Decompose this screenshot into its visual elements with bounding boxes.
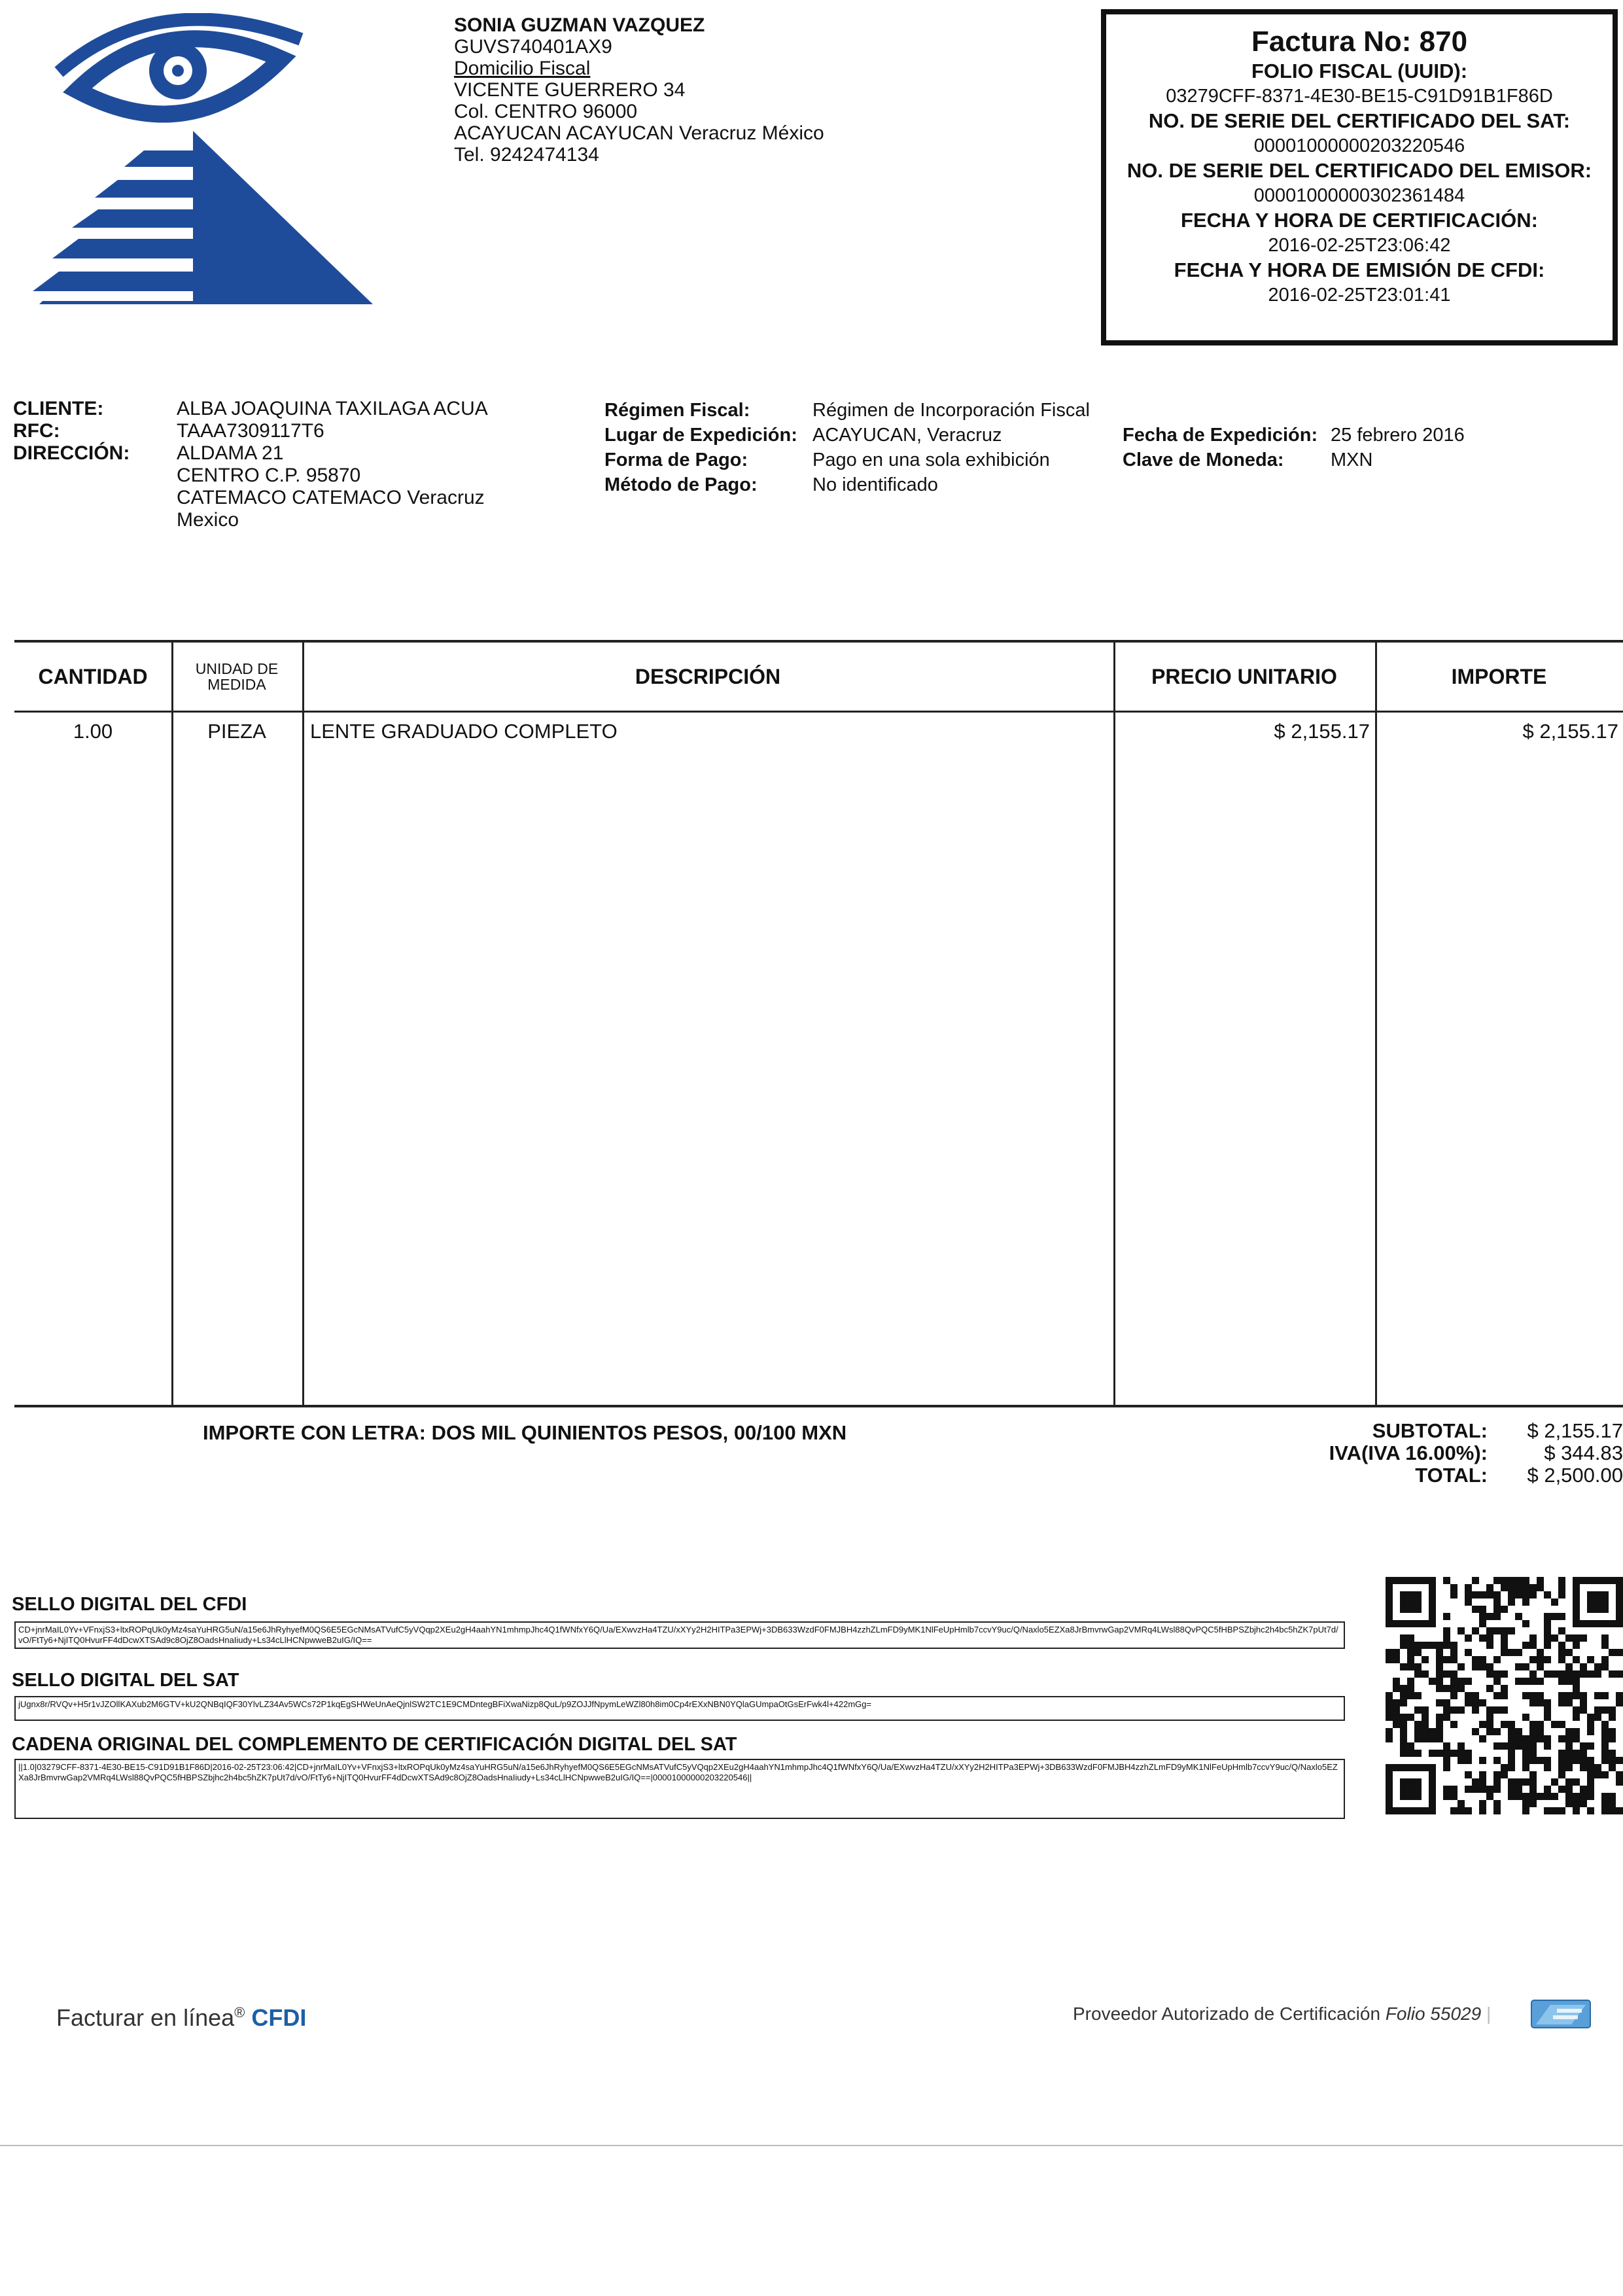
- items-table: [14, 640, 1623, 1407]
- fecha-value: 25 febrero 2016: [1331, 425, 1465, 446]
- lugar-label: Lugar de Expedición:: [604, 425, 797, 446]
- client-block: [13, 398, 576, 542]
- col-divider: [1375, 643, 1377, 1405]
- company-logo: [26, 13, 393, 321]
- cliente-label: CLIENTE:: [13, 398, 104, 419]
- emisor-cert-label: NO. DE SERIE DEL CERTIFICADO DEL EMISOR:: [1126, 159, 1592, 182]
- invoice-title: Factura No: 870: [1251, 26, 1468, 58]
- provider-folio: Folio 55029: [1385, 2004, 1482, 2024]
- client-name: ALBA JOAQUINA TAXILAGA ACUA: [177, 398, 488, 419]
- header-cantidad: CANTIDAD: [38, 664, 148, 688]
- emision-value: 2016-02-25T23:01:41: [1268, 285, 1451, 306]
- emisor-cert-value: 00001000000302361484: [1253, 185, 1465, 206]
- sat-cert-value: 00001000000203220546: [1253, 135, 1465, 156]
- meta-values-right: [1331, 423, 1465, 472]
- cell-importe: $ 2,155.17: [1522, 720, 1618, 743]
- rfc-label: RFC:: [13, 420, 60, 442]
- issuer-rfc: GUVS740401AX9: [454, 36, 612, 58]
- footer-brand-text: Facturar en línea: [56, 2004, 235, 2031]
- footer-provider: [1073, 2004, 1491, 2024]
- regimen-value: Régimen de Incorporación Fiscal: [812, 400, 1090, 421]
- col-divider: [1113, 643, 1115, 1405]
- cert-date-value: 2016-02-25T23:06:42: [1268, 235, 1451, 256]
- footer-divider: |: [1486, 2004, 1492, 2024]
- emision-label: FECHA Y HORA DE EMISIÓN DE CFDI:: [1174, 258, 1545, 281]
- header-descripcion: DESCRIPCIÓN: [635, 664, 781, 688]
- regimen-label: Régimen Fiscal:: [604, 400, 750, 421]
- direccion-label: DIRECCIÓN:: [13, 442, 130, 464]
- header-precio: PRECIO UNITARIO: [1151, 664, 1337, 688]
- uuid-label: FOLIO FISCAL (UUID):: [1251, 60, 1468, 82]
- cadena-box: ||1.0|03279CFF-8371-4E30-BE15-C91D91B1F86D|2016-02-25T23:06:42|CD+jnrMaIL0Yv+VFnxjS3+ltxROPqUk0yMz4saYuHRG5uN/a15e6JhRyhyefM0QS6E5EGcNMsATVufC5yVQqp2XEu2gH4aahYN1mhmpJhc4Q1fWNfxY6Q/Ua/EXwvzHa4TZU/xXYy2H2HITPa3EPWj+3DB633WzdF0FMJBH4zzhZLmFD9yMK1NlFeUpHmlb7ccvY9uc/Q/Naxlo5EZXa8JrBmvrwGap2VMRq4LWsl88QvPQC5fHBPSZbjhc2h4bc5hZK7pUt7d/vO/FtTy6+NjITQ0HvurFF4dDcwXTSAd9c8OjZ8OadsHnaIiudy+Ls34cLlHCNpwweB2uIG/IQ==|00001000000203220546||: [14, 1759, 1345, 1819]
- total-label: TOTAL:: [1415, 1464, 1488, 1487]
- issuer-phone: Tel. 9242474134: [454, 144, 599, 166]
- subtotal-value: $ 2,155.17: [1527, 1419, 1623, 1442]
- importe-con-letra: IMPORTE CON LETRA: DOS MIL QUINIENTOS PESOS, 00/100 MXN: [203, 1421, 847, 1444]
- client-rfc: TAAA7309117T6: [177, 420, 324, 442]
- cell-descripcion: LENTE GRADUADO COMPLETO: [310, 720, 618, 743]
- forma-label: Forma de Pago:: [604, 450, 748, 470]
- issuer-block: [454, 14, 824, 166]
- provider-text: Proveedor Autorizado de Certificación: [1073, 2004, 1381, 2024]
- registered-mark: ®: [234, 2004, 245, 2021]
- client-addr4: Mexico: [177, 509, 239, 531]
- metodo-value: No identificado: [812, 474, 938, 495]
- totals-labels: [1243, 1420, 1488, 1487]
- forma-value: Pago en una sola exhibición: [812, 450, 1050, 470]
- issuer-name: SONIA GUZMAN VAZQUEZ: [454, 14, 705, 36]
- fecha-label: Fecha de Expedición:: [1123, 425, 1318, 446]
- subtotal-label: SUBTOTAL:: [1372, 1419, 1488, 1442]
- sello-cfdi-title: SELLO DIGITAL DEL CFDI: [12, 1594, 247, 1615]
- sat-badge-icon: [1531, 2000, 1591, 2028]
- moneda-label: Clave de Moneda:: [1123, 450, 1284, 470]
- moneda-value: MXN: [1331, 450, 1373, 470]
- cadena-title: CADENA ORIGINAL DEL COMPLEMENTO DE CERTIFICACIÓN DIGITAL DEL SAT: [12, 1734, 737, 1755]
- total-value: $ 2,500.00: [1527, 1464, 1623, 1487]
- sello-sat-box: jUgnx8r/RVQv+H5r1vJZOllKAXub2M6GTV+kU2QNBqIQF30YlvLZ34Av5WCs72P1kqEgSHWeUnAeQjnlSW2TC1E9CMDntegBFiXwaNizp8QuL/p9ZOJJfNpymLeWZl80h8im0Cp4rEXxNBN0YQlaGUmpaOtGsErFwk4l+422mGg=: [14, 1696, 1345, 1721]
- header-separator: [14, 711, 1623, 713]
- footer-brand: [56, 2004, 306, 2032]
- iva-value: $ 344.83: [1544, 1441, 1623, 1464]
- domicilio-label: Domicilio Fiscal: [454, 58, 591, 79]
- col-divider: [171, 643, 173, 1405]
- col-divider: [302, 643, 304, 1405]
- page-divider: [0, 2145, 1623, 2146]
- cell-unidad: PIEZA: [207, 720, 266, 743]
- footer-cfdi: CFDI: [251, 2004, 307, 2031]
- meta-labels: [604, 398, 797, 497]
- metodo-label: Método de Pago:: [604, 474, 758, 495]
- client-addr1: ALDAMA 21: [177, 442, 284, 464]
- iva-label: IVA(IVA 16.00%):: [1329, 1441, 1488, 1464]
- issuer-street: VICENTE GUERRERO 34: [454, 79, 686, 101]
- client-addr3: CATEMACO CATEMACO Veracruz: [177, 487, 485, 508]
- uuid-value: 03279CFF-8371-4E30-BE15-C91D91B1F86D: [1166, 86, 1553, 107]
- header-importe: IMPORTE: [1451, 664, 1547, 688]
- meta-labels-right: [1123, 423, 1318, 472]
- totals-values: [1505, 1420, 1623, 1487]
- sat-cert-label: NO. DE SERIE DEL CERTIFICADO DEL SAT:: [1148, 109, 1571, 132]
- issuer-city: ACAYUCAN ACAYUCAN Veracruz México: [454, 122, 824, 144]
- sello-cfdi-box: CD+jnrMaIL0Yv+VFnxjS3+ltxROPqUk0yMz4saYuHRG5uN/a15e6JhRyhyefM0QS6E5EGcNMsATVufC5yVQqp2XEu2gH4aahYN1mhmpJhc4Q1fWNfxY6Q/Ua/EXwvzHa4TZU/xXYy2H2HITPa3EPWj+3DB633WzdF0FMJBH4zzhZLmFD9yMK1NlFeUpHmlb7ccvY9uc/Q/Naxlo5EZXa8JrBmvrwGap2VMRq4LWsl88QvPQC5fHBPSZbjhc2h4bc5hZK7pUt7d/vO/FtTy6+NjITQ0HvurFF4dDcwXTSAd9c8OjZ8OadsHnaIiudy+Ls34cLlHCNpwweB2uIG/IQ==: [14, 1621, 1345, 1649]
- qr-code: [1386, 1577, 1623, 1814]
- sello-sat-title: SELLO DIGITAL DEL SAT: [12, 1670, 239, 1691]
- cell-precio: $ 2,155.17: [1274, 720, 1370, 743]
- meta-values: [812, 398, 1090, 497]
- cell-cantidad: 1.00: [73, 720, 113, 743]
- issuer-colonia: Col. CENTRO 96000: [454, 101, 638, 122]
- client-addr2: CENTRO C.P. 95870: [177, 465, 361, 486]
- lugar-value: ACAYUCAN, Veracruz: [812, 425, 1002, 446]
- header-unidad: UNIDAD DE MEDIDA: [195, 660, 279, 693]
- cert-date-label: FECHA Y HORA DE CERTIFICACIÓN:: [1181, 209, 1538, 232]
- invoice-info-box: [1101, 9, 1618, 345]
